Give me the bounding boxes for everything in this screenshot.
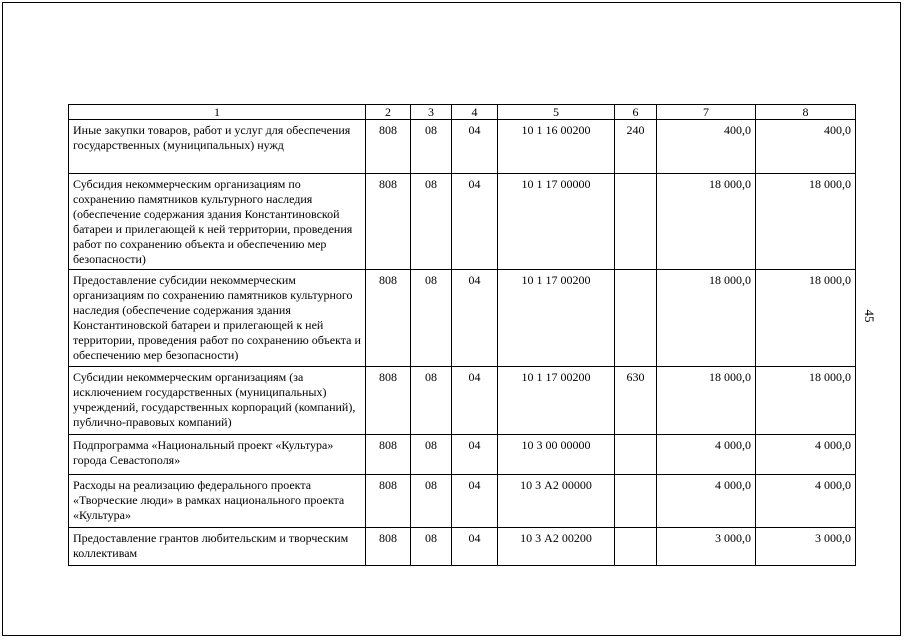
row-sum-2: 400,0 <box>756 120 856 174</box>
table-row <box>69 435 856 475</box>
row-section: 08 <box>411 270 452 367</box>
row-sum-2: 18 000,0 <box>756 367 856 435</box>
row-name: Иные закупки товаров, работ и услуг для обеспечения государственных (муниципальных) нужд <box>69 120 366 174</box>
row-target: 10 1 17 00200 <box>498 367 615 435</box>
row-grbs: 808 <box>366 174 411 270</box>
row-grbs: 808 <box>366 270 411 367</box>
row-grbs: 808 <box>366 120 411 174</box>
column-header-7: 7 <box>657 105 756 120</box>
row-type: 630 <box>615 367 657 435</box>
column-header-4: 4 <box>452 105 498 120</box>
column-number-row <box>69 105 856 120</box>
row-section: 08 <box>411 174 452 270</box>
table-row <box>69 174 856 270</box>
row-subsection: 04 <box>452 475 498 528</box>
column-header-8: 8 <box>756 105 856 120</box>
row-sum-1: 400,0 <box>657 120 756 174</box>
column-header-6: 6 <box>615 105 657 120</box>
row-grbs: 808 <box>366 528 411 566</box>
row-type <box>615 475 657 528</box>
row-sum-1: 4 000,0 <box>657 475 756 528</box>
row-subsection: 04 <box>452 270 498 367</box>
row-section: 08 <box>411 367 452 435</box>
row-type <box>615 270 657 367</box>
row-subsection: 04 <box>452 367 498 435</box>
row-type: 240 <box>615 120 657 174</box>
row-section: 08 <box>411 120 452 174</box>
column-header-3: 3 <box>411 105 452 120</box>
row-sum-2: 18 000,0 <box>756 174 856 270</box>
row-target: 10 1 17 00000 <box>498 174 615 270</box>
row-grbs: 808 <box>366 475 411 528</box>
page-number: 45 <box>862 309 877 323</box>
row-subsection: 04 <box>452 435 498 475</box>
row-sum-1: 18 000,0 <box>657 174 756 270</box>
row-name: Субсидии некоммерческим организациям (за исключением государственных (муниципальных) учреждений, государственных корпораций (компаний), публично-правовых компаний) <box>69 367 366 435</box>
row-target: 10 3 А2 00200 <box>498 528 615 566</box>
row-sum-2: 18 000,0 <box>756 270 856 367</box>
row-sum-2: 3 000,0 <box>756 528 856 566</box>
budget-table <box>68 104 856 566</box>
table-row <box>69 270 856 367</box>
row-type <box>615 174 657 270</box>
column-header-1: 1 <box>69 105 366 120</box>
row-sum-2: 4 000,0 <box>756 435 856 475</box>
row-name: Расходы на реализацию федерального проекта «Творческие люди» в рамках национального проекта «Культура» <box>69 475 366 528</box>
row-name: Предоставление грантов любительским и творческим коллективам <box>69 528 366 566</box>
row-subsection: 04 <box>452 120 498 174</box>
row-sum-1: 4 000,0 <box>657 435 756 475</box>
row-subsection: 04 <box>452 174 498 270</box>
row-type <box>615 435 657 475</box>
table-row <box>69 120 856 174</box>
row-subsection: 04 <box>452 528 498 566</box>
row-target: 10 3 00 00000 <box>498 435 615 475</box>
row-target: 10 1 17 00200 <box>498 270 615 367</box>
row-target: 10 3 А2 00000 <box>498 475 615 528</box>
row-section: 08 <box>411 528 452 566</box>
row-name: Предоставление субсидии некоммерческим организациям по сохранению памятников культурного наследия (обеспечение содержания здания Константиновской батареи и прилегающей к ней территории, проведения работ по сохранению объекта и обеспечению мер безопасности) <box>69 270 366 367</box>
column-header-5: 5 <box>498 105 615 120</box>
row-sum-1: 3 000,0 <box>657 528 756 566</box>
row-sum-1: 18 000,0 <box>657 270 756 367</box>
row-grbs: 808 <box>366 367 411 435</box>
row-sum-2: 4 000,0 <box>756 475 856 528</box>
row-type <box>615 528 657 566</box>
row-name: Подпрограмма «Национальный проект «Культура» города Севастополя» <box>69 435 366 475</box>
row-target: 10 1 16 00200 <box>498 120 615 174</box>
column-header-2: 2 <box>366 105 411 120</box>
row-grbs: 808 <box>366 435 411 475</box>
row-section: 08 <box>411 435 452 475</box>
table-row <box>69 528 856 566</box>
row-sum-1: 18 000,0 <box>657 367 756 435</box>
table-row <box>69 475 856 528</box>
row-name: Субсидия некоммерческим организациям по сохранению памятников культурного наследия (обеспечение содержания здания Константиновской батареи и прилегающей к ней территории, проведения работ по сохранению объекта и обеспечению мер безопасности) <box>69 174 366 270</box>
table-row <box>69 367 856 435</box>
row-section: 08 <box>411 475 452 528</box>
